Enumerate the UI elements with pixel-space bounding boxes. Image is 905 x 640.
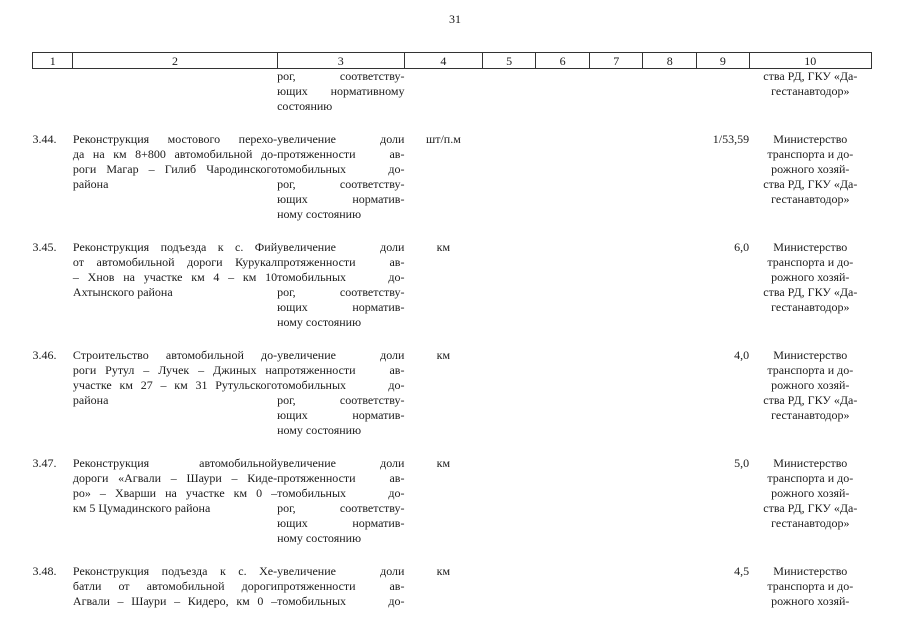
indicator-line: протяженности ав- <box>277 255 405 269</box>
executor-line: гестанавтодор» <box>771 300 850 314</box>
continuation-indicator-line: рог, соответству- <box>277 69 405 83</box>
indicator <box>277 456 404 546</box>
executor <box>749 564 871 609</box>
executor <box>749 348 871 438</box>
executor-line: транспорта и до- <box>767 255 854 269</box>
measure-name-line: дороги «Агвали – Шаури – Киде- <box>72 471 278 485</box>
table-row <box>33 456 872 546</box>
indicator-line: увеличение доли <box>277 456 405 470</box>
measure-name-line: Строительство автомобильной до- <box>72 348 278 362</box>
executor-line: ства РД, ГКУ «Да- <box>763 393 858 407</box>
executor-line: Министерство <box>773 348 848 362</box>
indicator-line: ющих норматив- <box>277 408 405 422</box>
indicator-line: ному состоянию <box>277 207 362 221</box>
unit: км <box>436 564 451 578</box>
value: 5,0 <box>734 456 750 470</box>
unit: км <box>436 456 451 470</box>
continuation-row <box>33 69 872 115</box>
executor <box>749 456 871 546</box>
measure-name-line: – Хнов на участке км 4 – км 10 <box>72 270 278 284</box>
measure-name <box>73 348 277 438</box>
executor-line: рожного хозяй- <box>771 162 850 176</box>
value: 4,0 <box>734 348 750 362</box>
measure-name-line: Реконструкция подъезда к с. Хе- <box>72 564 278 578</box>
indicator <box>277 132 404 222</box>
col-header-1: 1 <box>33 53 73 69</box>
executor-line: транспорта и до- <box>767 363 854 377</box>
executor-line: транспорта и до- <box>767 147 854 161</box>
row-number: 3.45. <box>32 240 57 254</box>
indicator-line: ющих норматив- <box>277 516 405 530</box>
indicator-line: протяженности ав- <box>277 147 405 161</box>
executor-line: Министерство <box>773 240 848 254</box>
executor-line: рожного хозяй- <box>771 486 850 500</box>
measure-name-line: Реконструкция мостового перехо- <box>72 132 278 146</box>
indicator-line: ющих норматив- <box>277 300 405 314</box>
measure-name <box>73 132 277 222</box>
executor-line: Министерство <box>773 456 848 470</box>
executor-line: ства РД, ГКУ «Да- <box>763 501 858 515</box>
unit: шт/п.м <box>425 132 461 146</box>
indicator-line: ному состоянию <box>277 315 362 329</box>
measure-name-line: роги Магар – Гилиб Чародинского <box>72 162 278 176</box>
row-number: 3.48. <box>32 564 57 578</box>
indicator-line: увеличение доли <box>277 564 405 578</box>
value: 6,0 <box>734 240 750 254</box>
col-header-8: 8 <box>643 53 697 69</box>
measure-name-line: района <box>72 393 109 407</box>
table-row <box>33 132 872 222</box>
indicator-line: ющих норматив- <box>277 192 405 206</box>
executor-line: рожного хозяй- <box>771 594 850 608</box>
measure-name-line: батли от автомобильной дороги <box>72 579 278 593</box>
executor <box>749 240 871 330</box>
measure-name-line: Реконструкция подъезда к с. Фий <box>72 240 278 254</box>
indicator-line: протяженности ав- <box>277 471 405 485</box>
indicator-line: ному состоянию <box>277 531 362 545</box>
table-row <box>33 564 872 609</box>
indicator-line: увеличение доли <box>277 132 405 146</box>
measure-name-line: Ахтынского района <box>72 285 173 299</box>
indicator-line: увеличение доли <box>277 240 405 254</box>
measure-name-line: Реконструкция автомобильной <box>72 456 278 470</box>
col-header-5: 5 <box>482 53 536 69</box>
measure-name-line: ро» – Хварши на участке км 0 – <box>72 486 278 500</box>
continuation-indicator-line: ющих нормативному состоянию <box>277 84 405 113</box>
executor-line: гестанавтодор» <box>771 192 850 206</box>
indicator-line: ному состоянию <box>277 423 362 437</box>
executor-line: ства РД, ГКУ «Да- <box>763 177 858 191</box>
row-number: 3.44. <box>32 132 57 146</box>
indicator-line: томобильных до- <box>277 486 405 500</box>
measure-name <box>73 456 277 546</box>
executor-line: гестанавтодор» <box>771 516 850 530</box>
indicator-line: рог, соответству- <box>277 285 405 299</box>
unit: км <box>436 240 451 254</box>
measure-name-line: да на км 8+800 автомобильной до- <box>72 147 278 161</box>
continuation-executor-line: гестанавтодор» <box>771 84 850 98</box>
indicator-line: томобильных до- <box>277 162 405 176</box>
col-header-7: 7 <box>589 53 643 69</box>
continuation-executor-line: ства РД, ГКУ «Да- <box>763 69 858 83</box>
table-row <box>33 348 872 438</box>
row-number: 3.47. <box>32 456 57 470</box>
measure-name <box>73 240 277 330</box>
indicator-line: увеличение доли <box>277 348 405 362</box>
executor-line: рожного хозяй- <box>771 378 850 392</box>
executor-line: ства РД, ГКУ «Да- <box>763 285 858 299</box>
col-header-4: 4 <box>404 53 482 69</box>
indicator-line: рог, соответству- <box>277 393 405 407</box>
row-number: 3.46. <box>32 348 57 362</box>
value: 1/53,59 <box>712 132 750 146</box>
measure-name-line: км 5 Цумадинского района <box>72 501 211 515</box>
executor-line: Министерство <box>773 564 848 578</box>
col-header-2: 2 <box>73 53 277 69</box>
indicator-line: томобильных до- <box>277 378 405 392</box>
executor <box>749 132 871 222</box>
executor-line: транспорта и до- <box>767 471 854 485</box>
executor-line: гестанавтодор» <box>771 408 850 422</box>
measures-table <box>32 52 872 609</box>
unit: км <box>436 348 451 362</box>
indicator-line: рог, соответству- <box>277 501 405 515</box>
table-row <box>33 240 872 330</box>
executor-line: транспорта и до- <box>767 579 854 593</box>
indicator-line: томобильных до- <box>277 594 405 608</box>
measure-name-line: участке км 27 – км 31 Рутульского <box>72 378 278 392</box>
col-header-6: 6 <box>536 53 590 69</box>
indicator <box>277 240 404 330</box>
value: 4,5 <box>734 564 750 578</box>
page-number: 31 <box>449 12 461 26</box>
col-header-3: 3 <box>277 53 404 69</box>
measure-name-line: района <box>72 177 109 191</box>
measure-name <box>73 564 277 609</box>
executor-line: Министерство <box>773 132 848 146</box>
measure-name-line: от автомобильной дороги Курукал <box>72 255 278 269</box>
measure-name-line: роги Рутул – Лучек – Джиных на <box>72 363 278 377</box>
indicator-line: рог, соответству- <box>277 177 405 191</box>
col-header-10: 10 <box>749 53 871 69</box>
indicator-line: протяженности ав- <box>277 363 405 377</box>
indicator-line: томобильных до- <box>277 270 405 284</box>
executor-line: рожного хозяй- <box>771 270 850 284</box>
indicator-line: протяженности ав- <box>277 579 405 593</box>
indicator <box>277 564 404 609</box>
indicator <box>277 348 404 438</box>
measure-name-line: Агвали – Шаури – Кидеро, км 0 – <box>72 594 278 608</box>
column-number-header <box>33 53 872 69</box>
col-header-9: 9 <box>697 53 750 69</box>
